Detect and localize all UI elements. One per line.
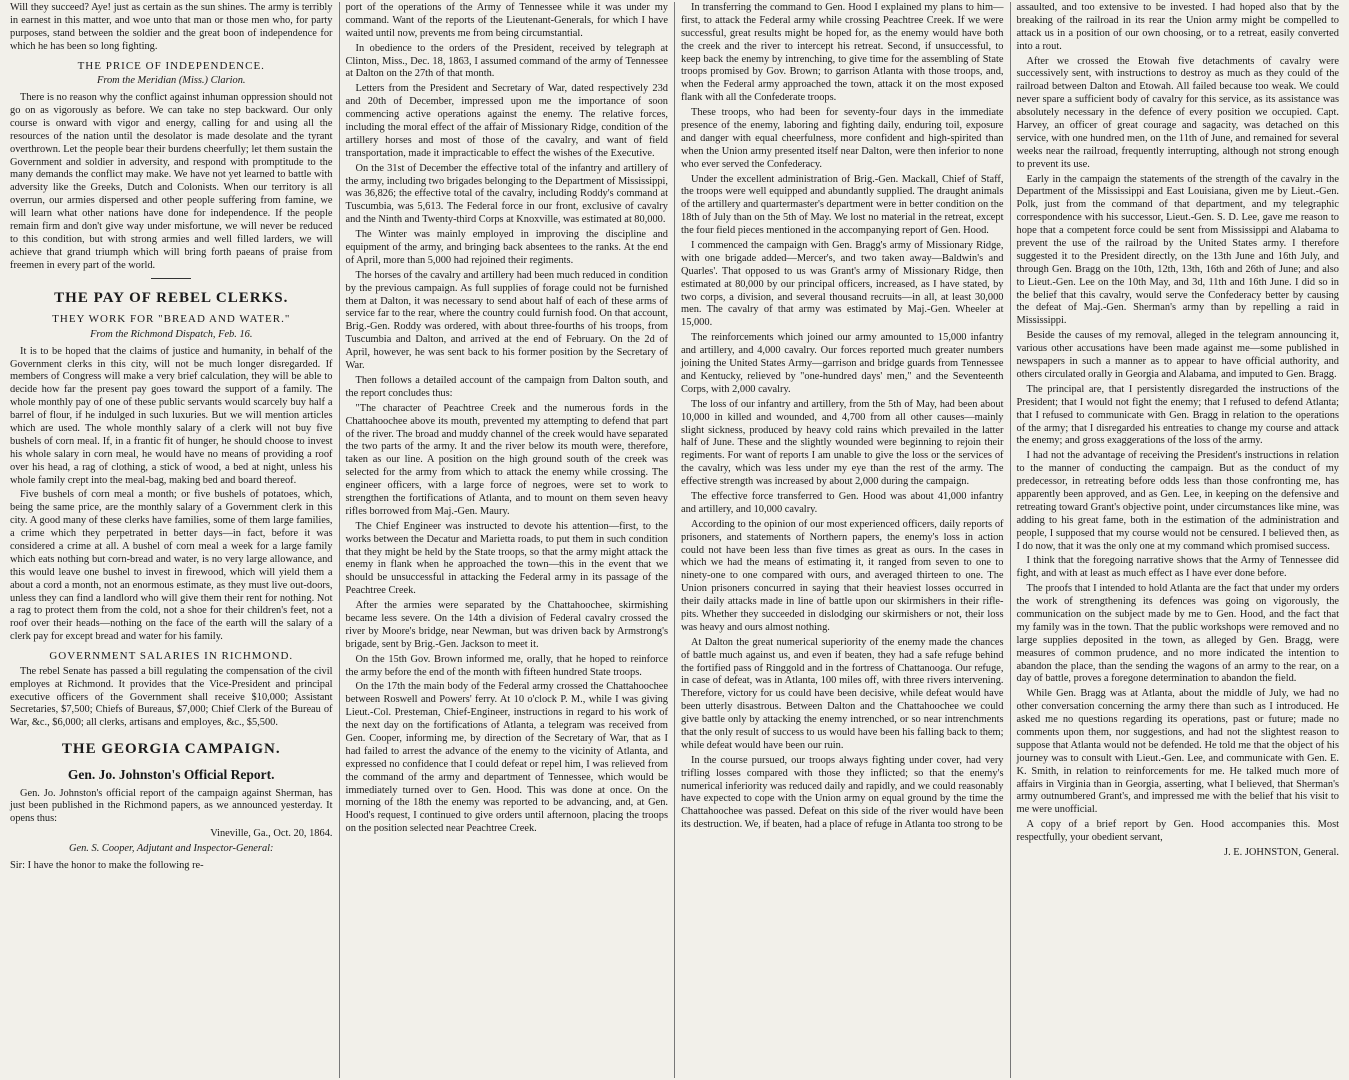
paragraph: The Chief Engineer was instructed to devote his attention—first, to the works between the Decatur and Marietta roads, to put them in such condition that they might be held by the State troops, so that the army might attack the enemy in flank when he approached the town—this in the event that we should be unsuccessful in attacking the Federal army in its passage of the Peachtree Creek. (345, 520, 668, 597)
article-headline: THE GEORGIA CAMPAIGN. (61, 741, 281, 758)
paragraph: The horses of the cavalry and artillery had been much reduced in condition by the previous campaign. As full supplies of forage could not be furnished them at Dalton, it was necessary to send about half of each of these arms of service far to the rear, where the country could furnish food. On that account, Brig.-Gen. Roddy was ordered, with about three-fourths of his troops, from Tuscumbia and Dalton, and arrived at the end of February. On the 2d of April, however, he was sent back to his former position by the Secretary of War. (345, 269, 668, 372)
paragraph: "The character of Peachtree Creek and the numerous fords in the Chattahoochee above its mouth, prevented my attempting to defend that part of the river. The broad and muddy channel of the creek would have separated the two parts of the army. It and the river below its mouth were, therefore, taken as our line. A position on the high ground south of the creek was selected for the army from which to attack the enemy while crossing. The engineer officers, with a large force of negroes, were set to work to strengthen the fortifications of Atlanta, and to mount on them seven heavy rifles borrowed from Maj.-Gen. Maury. (345, 402, 668, 517)
article-headline: THE PAY OF REBEL CLERKS. (54, 289, 289, 306)
paragraph: According to the opinion of our most experienced officers, daily reports of prisoners, and statements of Northern papers, the enemy's loss in action could not have been less than five times as great as ours. In the cases in which we had the means of estimating it, it ranged from seven to one to ninety-one to one compared with ours, and averaged thirteen to one. The Union prisoners concurred in saying that their heaviest losses occurred in their daily attacks made in line of battle upon our skirmishers in their rifle-pits. Whether they succeeded in dislodging our skirmishers or not, their loss was heavy and ours almost nothing. (681, 518, 1004, 633)
paragraph: In obedience to the orders of the President, received by telegraph at Clinton, Miss., Dec. 18, 1863, I assumed command of the army of Tennessee at Dalton on the 27th of that month. (345, 42, 668, 80)
column-4 (1011, 2, 1346, 1078)
paragraph: The principal are, that I persistently disregarded the instructions of the President; that I would not fight the enemy; that I refused to defend Atlanta; that I refused to communicate with Gen. Bragg in relation to the operations of the army; that I disregarded his entreaties to change my course and attack the enemy; and gross exaggerations of the loss of the army. (1016, 383, 1339, 447)
paragraph: In transferring the command to Gen. Hood I explained my plans to him—first, to attack the Federal army while crossing Peachtree Creek. If we were successful, great results might be hoped for, as the enemy would have both the creek and the river to intercept his retreat. Second, if unsuccessful, to keep back the enemy by intrenching, to give time for the assembling of State troops promised by Gov. Brown; to garrison Atlanta with those troops, and, when the Federal army approached the town, attack it on the most exposed flank with all the Confederate troops. (681, 2, 1004, 104)
paragraph: There is no reason why the conflict against inhuman oppression should not go on as vigorously as before. We can take no step backward. Our only course is onward with vigor and energy, calling for and using all the resources of the nation until the desolator is made desolate and the tyrant overthrown. Let the people bear their burdens cheerfully; let them sustain the Government and soldier in adversity, and respond with promptitude to the many demands the conflict may make. We have not yet learned to battle with adversity like the Greeks, Dutch and Colonists. When our territory is all overrun, our armies dispersed and other people suffering from famine, we will learn what other nations have done for independence. If the people remain firm and don't give way under misfortune, we will never be reduced to this condition, but with strong armies and well filled larders, we will achieve that grand triumph which will bring forth paeans of praise from freemen in every part of the world. (10, 92, 333, 271)
paragraph: port of the operations of the Army of Tennessee while it was under my command. Want of the reports of the Lieutenant-Generals, for which I have waited until now, prevents me from being circumstantial. (345, 2, 668, 39)
paragraph: After we crossed the Etowah five detachments of cavalry were successively sent, with instructions to destroy as much as they could of the railroad between Dalton and Etowah. All failed because too weak. We could never spare a sufficient body of cavalry for this service, as its assistance was absolutely necessary in the defence of every position we occupied. Capt. Harvey, an officer of great courage and sagacity, was detached on this service, with one hundred men, on the 11th of June, and remained for several weeks near the railroad, frequently interrupting, although not strong enough to prevent its use. (1016, 55, 1339, 170)
paragraph: The proofs that I intended to hold Atlanta are the fact that under my orders the work of strengthening its defences was going on vigorously, the communication on the subject made by me to Gen. Hood, and the fact that my family was in the town. That the public workshops were removed and no large supplies deposited in the town, as alleged by Gen. Bragg, were measures of common prudence, and no more indicated the intention to abandon the place, than the sending the wagons of an army to the rear, on a day of battle, proves a foregone determination to abandon the field. (1016, 583, 1339, 685)
paragraph: At Dalton the great numerical superiority of the enemy made the chances of battle much against us, and even if beaten, they had a safe refuge behind the fortified pass of Ringgold and in the fortress of Chattanooga. Our refuge, in case of defeat, was in Atlanta, 100 miles off, with three rivers intervening. Therefore, victory for us could have been decisive, while defeat would have been utterly disastrous. Between Dalton and the Chattahoochee we could give battle only by attacking the enemy intrenched, or so near intrenchments that the only result of success to us would have been his falling back to them; while defeat would have been our ruin. (681, 636, 1004, 751)
paragraph: I commenced the campaign with Gen. Bragg's army of Missionary Ridge, with one brigade added—Mercer's, and two taken away—Baldwin's and Quarles'. That opposed to us was Grant's army of Missionary Ridge, then estimated at 80,000 by our principal officers, increased, as I have stated, by two corps, a division, and several thousand recruits—in all, at least 30,000 men. The cavalry of that army was estimated by Maj.-Gen. Wheeler at 15,000. (681, 240, 1004, 329)
paragraph: Then follows a detailed account of the campaign from Dalton south, and the report concludes thus: (345, 374, 668, 399)
paragraph: The reinforcements which joined our army amounted to 15,000 infantry and artillery, and 4,000 cavalry. Our forces reported much greater numbers joining the United States Army—garrison and bridge guards from Tennessee and Kentucky, relieved by "one-hundred days' men," and the Seventeenth Corps, with 2,000 cavalry. (681, 332, 1004, 395)
paragraph: On the 15th Gov. Brown informed me, orally, that he hoped to reinforce the army before the end of the month with fifteen hundred State troops. (345, 653, 668, 678)
paragraph: Five bushels of corn meal a month; or five bushels of potatoes, which, being the same price, are the monthly salary of a Government clerk in this city. A good many of these clerks have families, some of them large families, a crime which they perpetrated in better days—in fact, before it was considered a crime at all. A bushel of corn meal a week for a large family which eats nothing but corn-bread and water, is no very large allowance, and this would leave one bushel to invest in firewood, which will yield them a about a cord a month, not an enormous estimate, as they must live out-doors, unless they can find a landlord who will give them their rent for nothing. Not a rag to protect them from the cold, not a shoe for their children's feet, not a roof over their heads—nothing on the face of the earth will the salary of a clerk pay for except bread and water for his family. (10, 489, 333, 643)
column-2 (340, 2, 676, 1078)
article-subheadline: Gen. Jo. Johnston's Official Report. (67, 766, 275, 782)
paragraph: The loss of our infantry and artillery, from the 5th of May, had been about 10,000 in killed and wounded, and 4,700 from all other causes—mainly slight sickness, produced by heavy cold rains which prevailed in the latter half of June. These and the slightly wounded were beginning to rejoin their regiments. For want of reports I am unable to give the loss or the services of the cavalry, which was less under my eye than the rest of the army. The effective strength was increased by about 2,000 during the campaign. (681, 398, 1004, 488)
source-line: From the Richmond Dispatch, Feb. 16. (90, 328, 253, 340)
dateline-or-signature: Vineville, Ga., Oct. 20, 1864. (210, 828, 333, 840)
paragraph: Will they succeed? Aye! just as certain as the sun shines. The army is terribly in earnest in this matter, and woe unto that man or those men who, for party purposes, stand between the soldier and the great boon of independence for which he has been so long fighting. (10, 2, 333, 52)
paragraph: I think that the foregoing narrative shows that the Army of Tennessee did fight, and with at least as much effect as I have ever done before. (1016, 555, 1339, 580)
paragraph: Early in the campaign the statements of the strength of the cavalry in the Department of the Mississippi and East Louisiana, given me by Lieut.-Gen. Polk, just from the command of that department, and my telegraphic correspondence with his successor, Lieut.-Gen. S. D. Lee, gave me reason to hope that a competent force could be sent from Mississippi and Alabama to prevent the use of the railroad by the United States army. I therefore suggested it to the President directly, on the 13th June and 16th July, and through Gen. Bragg on the 10th, 12th, 13th, 16th and 26th of June; and also to Lieut.-Gen. Lee on the 10th May, and 3d, 11th and 16th June. I did so in the belief that this cavalry, would serve the Confederacy better by causing the defeat of Maj.-Gen. Sherman's army than by repelling a raid in Mississippi. (1016, 173, 1339, 327)
paragraph: Under the excellent administration of Brig.-Gen. Mackall, Chief of Staff, the troops were well equipped and abundantly supplied. The draught animals of the artillery and quartermaster's department were in better condition on the 18th of July than on the 5th of May. We lost no material in the retreat, except the four field pieces mentioned in the accompanying report of Gen. Hood. (681, 173, 1004, 237)
paragraph: It is to be hoped that the claims of justice and humanity, in behalf of the Government clerks in this city, will not be much longer disregarded. If members of Congress will make a very brief calculation, they will be able to decide how far the present pay goes toward the support of a family. The whole monthly pay of one of these public servants would scarcely buy half a barrel of flour, if he indulged in such luxuries. But we will mention articles which are used. The whole monthly salary of a clerk will not buy five bushels of corn meal. If, in a frantic fit of hunger, he should choose to invest his whole salary in corn meal, he would have no means of providing a roof over his head, a rag of clothing, a stick of wood, a bed at night, unless his whole family crept into the meal-bag, making bed and board thereof. (10, 345, 333, 486)
dateline-or-signature: J. E. JOHNSTON, General. (1224, 847, 1339, 858)
paragraph: In the course pursued, our troops always fighting under cover, had very trifling losses compared with those they inflicted; so that the enemy's numerical inferiority was reduced daily and rapidly, and we could reasonably have expected to cope with the Union army on equal ground by the time the Chattahoochee was passed. Defeat on this side of the river would have been its destruction. We, if beaten, had a place of refuge in Atlanta too strong to be (681, 754, 1004, 831)
paragraph: assaulted, and too extensive to be invested. I had hoped also that by the breaking of the railroad in its rear the Union army might be compelled to attack us in a position of our own choosing, or to a retreat, easily converted into a rout. (1016, 2, 1339, 52)
paragraph: The Winter was mainly employed in improving the discipline and equipment of the army, and bringing back absentees to the ranks. At the end of April, more than 5,000 had rejoined their regiments. (345, 229, 668, 266)
column-1 (4, 2, 340, 1078)
paragraph: Letters from the President and Secretary of War, dated respectively 23d and 20th of December, impressed upon me the importance of soon commencing active operations against the enemy. The relative forces, including the moral effect of the affair of Missionary Ridge, condition of the artillery horses and most of those of the cavalry, and want of field transportation, made it impracticable to effect the wishes of the Executive. (345, 83, 668, 159)
section-heading: GOVERNMENT SALARIES IN RICHMOND. (49, 650, 294, 663)
paragraph: These troops, who had been for seventy-four days in the immediate presence of the enemy, laboring and fighting daily, enduring toil, exposure and danger with equal cheerfulness, more confident and high-spirited than when the Union army presented itself near Dalton, were then inferior to none who ever served the Confederacy. (681, 107, 1004, 170)
section-heading: THE PRICE OF INDEPENDENCE. (77, 59, 265, 72)
divider (151, 278, 191, 279)
paragraph: A copy of a brief report by Gen. Hood accompanies this. Most respectfully, your obedient servant, (1016, 819, 1339, 844)
paragraph: Gen. Jo. Johnston's official report of the campaign against Sherman, has just been published in the Richmond papers, as we announced yesterday. It opens thus: (10, 787, 333, 825)
paragraph: I had not the advantage of receiving the President's instructions in relation to the manner of conducting the campaign. But as the conduct of my predecessor, in retreating before odds less than those confronting me, has apparently been approved, and as Gen. Lee, in keeping on the defensive and retreating toward Grant's objective point, under circumstances like mine, was adding to his great fame, both in the estimation of the administration and people, I supposed that my course would not be censured. I believed then, as I do now, that it was the only one at my command which promised success. (1016, 450, 1339, 552)
section-heading: THEY WORK FOR "BREAD AND WATER." (52, 313, 291, 326)
paragraph: Beside the causes of my removal, alleged in the telegram announcing it, various other accusations have been made against me—some published in newspapers in such a manner as to appear to have official authority, and others circulated orally in Georgia and Alabama, and imputed to Gen. Bragg. (1016, 330, 1339, 380)
paragraph: The rebel Senate has passed a bill regulating the compensation of the civil employes at Richmond. It provides that the Vice-President and principal executive officers of the Government shall receive $10,000; Assistant Secretaries, $7,500; Chiefs of Bureaus, $7,000; Chief Clerk of the Bureau of War, &c., $6,000; all clerks, artisans and employes, &c., $5,500. (10, 665, 333, 729)
paragraph: The effective force transferred to Gen. Hood was about 41,000 infantry and artillery, and 10,000 cavalry. (681, 490, 1004, 515)
paragraph: On the 17th the main body of the Federal army crossed the Chattahoochee between Roswell and Powers' ferry. At 10 o'clock P. M., while I was giving Lieut.-Col. Presteman, Chief-Engineer, instructions in regard to his work of the next day on the fortifications of Atlanta, a telegram was received from Gen. Cooper, informing me, by direction of the Secretary of War, that as I had failed to arrest the advance of the enemy to the vicinity of Atlanta, and expressed no confidence that I could defeat or repel him, I was relieved from the command of the army and department of Tennessee, which would be immediately turned over to Gen. Hood. This was done at once. On the morning of the 18th the enemy was reported to be advancing, and, at Gen. Hood's request, I continued to give orders until afternoon, placing the troops on the position selected near Peachtree Creek. (345, 681, 668, 835)
source-line: Gen. S. Cooper, Adjutant and Inspector-General: (69, 843, 274, 855)
source-line: From the Meridian (Miss.) Clarion. (96, 75, 246, 87)
column-3 (675, 2, 1011, 1078)
paragraph: On the 31st of December the effective total of the infantry and artillery of the army, including two brigades belonging to the Department of Mississippi, was 36,826; the effective total of the cavalry, including Roddy's command at Tuscumbia, was 5,613. The Federal force in our front, exclusive of cavalry and the Ninth and Twenty-third Corps at Knoxville, was estimated at 80,000. (345, 162, 668, 226)
paragraph: While Gen. Bragg was at Atlanta, about the middle of July, we had no other conversation concerning the army there than such as I introduced. He asked me no questions regarding its operations, past or future; made no comments upon them, nor suggestions, and had not the slightest reason to suppose that Atlanta would not be defended. He told me that the object of his journey was to consult with Lieut.-Gen. Lee, and communicate with Gen. E. K. Smith, in relation to reinforcements for me. He talked much more of affairs in Virginia than in Georgia, asserting, what I believed, that Sherman's army outnumbered Grant's, and impressed me with the belief that his visit to me were unofficial. (1016, 688, 1339, 816)
paragraph: Sir: I have the honor to make the following re- (10, 860, 204, 871)
paragraph: After the armies were separated by the Chattahoochee, skirmishing became less severe. On the 14th a division of Federal cavalry crossed the river by Moore's bridge, near Newman, but was driven back by Armstrong's brigade, sent by Brig.-Gen. Jackson to meet it. (345, 600, 668, 650)
